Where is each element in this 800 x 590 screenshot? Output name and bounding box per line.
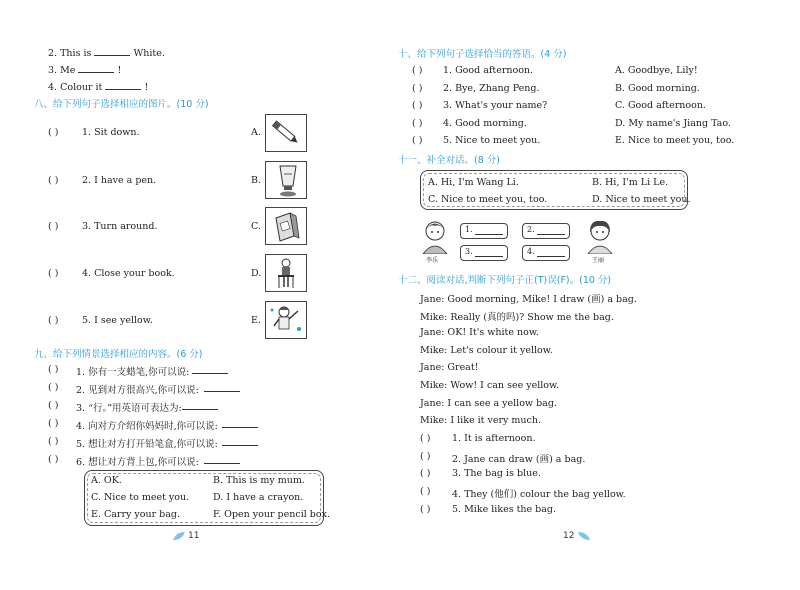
book-picture [265, 207, 307, 245]
leaf-icon [172, 531, 186, 541]
speech-bubble-1[interactable]: 1. [460, 223, 508, 239]
dialogue-line-3: Jane: OK! It's white now. [420, 327, 539, 338]
answer-paren[interactable]: ( ) [48, 315, 59, 326]
name-left: 李乐 [426, 257, 439, 264]
dialogue-line-8: Mike: I like it very much. [420, 415, 541, 426]
answer-paren[interactable]: ( ) [48, 418, 59, 429]
fill-item-2: 2. This is White. [48, 48, 165, 59]
answer-paren[interactable]: ( ) [420, 433, 431, 444]
name-right: 王丽 [592, 257, 605, 264]
answer-paren[interactable]: ( ) [412, 100, 423, 111]
option-d: D. Nice to meet you. [592, 194, 691, 205]
pointing-child-icon [266, 302, 306, 338]
answer-paren[interactable]: ( ) [48, 221, 59, 232]
answer-paren[interactable]: ( ) [48, 400, 59, 411]
option-c: C. Nice to meet you. [91, 492, 190, 503]
option-a: A. OK. [91, 475, 122, 486]
fill-item-4: 4. Colour it ! [48, 82, 149, 93]
answer-blank[interactable] [222, 436, 258, 446]
leaf-icon [577, 531, 591, 541]
dialogue-line-1: Jane: Good morning, Mike! I draw (画) a bag. [420, 294, 637, 305]
answer-paren[interactable]: ( ) [48, 268, 59, 279]
answer-paren[interactable]: ( ) [412, 135, 423, 146]
pen-icon [266, 115, 306, 151]
page-number-right: 12 [563, 531, 575, 541]
answer-blank[interactable] [222, 418, 258, 428]
girl-avatar-icon [584, 218, 616, 254]
option-b: B. This is my mum. [213, 475, 305, 486]
speech-bubble-3[interactable]: 3. [460, 245, 508, 261]
answer-paren[interactable]: ( ) [412, 65, 423, 76]
dialogue-line-6: Mike: Wow! I can see yellow. [420, 380, 560, 391]
section9-title: 九、给下列情景选择相应的内容。(6 分) [34, 349, 203, 360]
section8-title: 八、给下列句子选择相应的图片。(10 分) [34, 99, 209, 110]
dialogue-line-4: Mike: Let's colour it yellow. [420, 345, 553, 356]
answer-paren[interactable]: ( ) [48, 364, 59, 375]
answer-paren[interactable]: ( ) [420, 486, 431, 497]
answer-blank[interactable] [204, 454, 240, 464]
book-icon [266, 208, 306, 244]
speech-bubble-4[interactable]: 4. [522, 245, 570, 261]
paint-tube-icon [266, 162, 306, 198]
option-c: C. Nice to meet you, too. [428, 194, 548, 205]
answer-paren[interactable]: ( ) [412, 83, 423, 94]
answer-paren[interactable]: ( ) [420, 504, 431, 515]
speech-bubble-2[interactable]: 2. [522, 223, 570, 239]
option-f: F. Open your pencil box. [213, 509, 330, 520]
dialogue-line-7: Jane: I can see a yellow bag. [420, 398, 557, 409]
answer-blank[interactable] [192, 364, 228, 374]
answer-paren[interactable]: ( ) [420, 468, 431, 479]
pointing-child-picture [265, 301, 307, 339]
pen-picture [265, 114, 307, 152]
sitting-child-picture [265, 254, 307, 292]
option-a: A. Hi, I'm Wang Li. [428, 177, 519, 188]
option-d: D. I have a crayon. [213, 492, 304, 503]
option-e: E. Carry your bag. [91, 509, 180, 520]
answer-blank[interactable] [78, 63, 114, 73]
dialogue-line-2: Mike: Really (真的吗)? Show me the bag. [420, 312, 614, 323]
option-b: B. Hi, I'm Li Le. [592, 177, 669, 188]
section12-title: 十二、阅读对话,判断下列句子正(T)误(F)。(10 分) [398, 275, 612, 286]
page-number-left: 11 [188, 531, 200, 541]
answer-paren[interactable]: ( ) [48, 436, 59, 447]
answer-paren[interactable]: ( ) [48, 382, 59, 393]
answer-blank[interactable] [182, 400, 218, 410]
sitting-child-icon [266, 255, 306, 291]
answer-blank[interactable] [105, 80, 141, 90]
answer-blank[interactable] [204, 382, 240, 392]
section11-title: 十一、补全对话。(8 分) [398, 155, 500, 166]
answer-paren[interactable]: ( ) [48, 175, 59, 186]
fill-item-3: 3. Me ! [48, 65, 122, 76]
answer-blank[interactable] [94, 46, 130, 56]
paint-tube-picture [265, 161, 307, 199]
section10-title: 十、给下列句子选择恰当的答语。(4 分) [398, 49, 567, 60]
answer-paren[interactable]: ( ) [48, 454, 59, 465]
answer-paren[interactable]: ( ) [48, 127, 59, 138]
dialogue-line-5: Jane: Great! [420, 362, 479, 373]
boy-avatar-icon [419, 218, 451, 254]
answer-paren[interactable]: ( ) [420, 451, 431, 462]
answer-paren[interactable]: ( ) [412, 118, 423, 129]
